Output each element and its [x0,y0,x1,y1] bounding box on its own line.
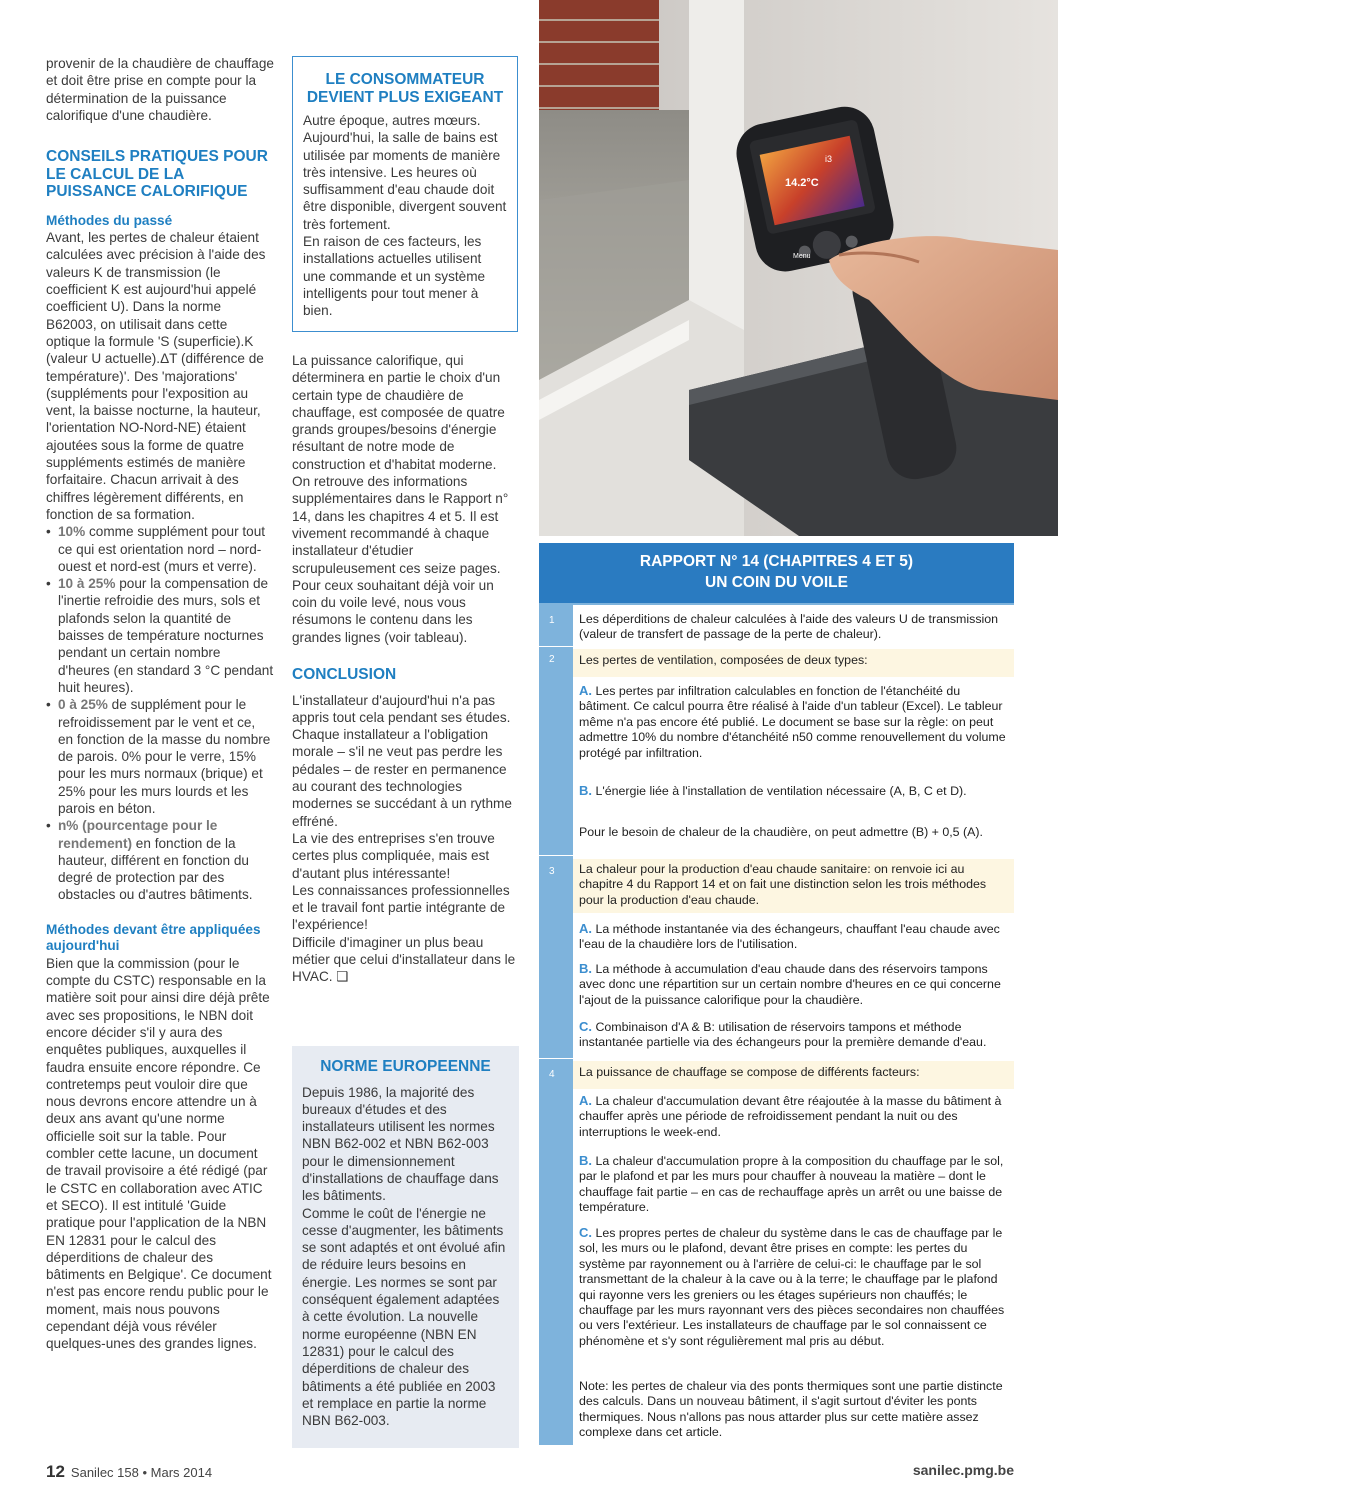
box-paragraph: Autre époque, autres mœurs. Aujourd'hui, la salle de bains est utilisée par moments de manière très intensive. Les heures où suffisamment d'eau chaude doit être disponible, divergent souvent très fortement. [303,113,507,232]
row-number: 4 [549,1069,555,1080]
heading-methodes-passe: Méthodes du passé [46,212,173,228]
bullet-item: • 0 à 25% de supplément pour le refroidissement par le vent et ce, en fonction de la masse du nombre de parois. 0% pour le verre, 15% pour les murs normaux (brique) et 25% pour les murs lourds et les parois en béton. [46,696,274,817]
box-paragraph: Comme le coût de l'énergie ne cesse d'augmenter, les bâtiments se sont adaptés et ont évolué afin de réduire leurs besoins en énergie. Les normes se sont par conséquent également adaptées à cette évolution. La nouvelle norme européenne (NBN EN 12831) pour le calcul des déperditions de chaleur des bâtiments a été publiée en 2003 et remplace en partie la norme NBN B62-003. [302,1205,506,1429]
table-subrow: B. La méthode à accumulation d'eau chaude dans des réservoirs tampons avec donc une répartition sur un certain nombre d'heures en ce qui concerne l'ajout de la puissance calorifique pour la chaudière. [579,961,1001,1007]
table-subrow: C. Combinaison d'A & B: utilisation de réservoirs tampons et méthode instantanée partielle via des échangeurs pour la première demande d'eau. [579,1019,987,1050]
table-rapport-14 [539,543,1014,1445]
table-subrow: B. L'énergie liée à l'installation de ventilation nécessaire (A, B, C et D). [579,783,967,798]
camera-screen-temp: 14.2°C [785,177,819,189]
box-paragraph: Depuis 1986, la majorité des bureaux d'études et des installateurs utilisent les normes NBN B62-002 et NBN B62-003 pour le dimensionnement d'installations de chauffage dans les bâtiments. [302,1084,499,1204]
intro-text: provenir de la chaudière de chauffage et doit être prise en compte pour la détermination de la puissance calorifique d'une chaudière. [46,56,274,123]
page-number: 12 [46,1462,65,1481]
photo-thermal-camera [539,0,1346,536]
table-title-line2: UN COIN DU VOILE [705,574,848,591]
heading-methodes-aujourdhui: Méthodes devant être appliquées aujourd'hui [46,921,261,954]
row-number: 1 [549,615,555,626]
bullet-item: • n% (pourcentage pour le rendement) en fonction de la hauteur, différent en fonction du degré de protection par des obstacles ou d'autres bâtiments. [46,817,274,903]
thermal-camera-illustration [539,0,1058,536]
bullet-item: • 10% comme supplément pour tout ce qui est orientation nord – nord-ouest et nord-est (murs et verre). [46,523,274,575]
paragraph-aujourdhui: Bien que la commission (pour le compte du CSTC) responsable en la matière soit pour ainsi dire déjà prête avec ses propositions, le NBN doit encore décider s'il y aura des enquêtes publiques, auxquelles il faudra ensuite encore répondre. Ce contretemps peut vouloir dire que nous devrons encore attendre un à deux ans avant qu'une norme officielle soit sur la table. Pour combler cette lacune, un document de travail provisoire a été rédigé (par le CSTC en collaboration avec ATIC et SECO). Il est intitulé 'Guide pratique pour l'application de la NBN EN 12831 pour le calcul des déperditions de chaleur des bâtiments en Belgique'. Ce document n'est pas encore rendu public pour le moment, mais nous pouvons cependant déjà vous révéler quelques-unes des grandes lignes. [46,955,272,1352]
column-left [46,55,274,1353]
paragraph-puissance: La puissance calorifique, qui déterminera en partie le choix d'un certain type de chaudière de chauffage, est composée de quatre grands groupes/besoins d'énergie résultant de notre mode de construction et d'habitat moderne. [292,353,505,472]
bullet-list [46,523,274,904]
paragraph-rapport: On retrouve des informations supplémentaires dans le Rapport n° 14, dans les chapitres 4 et 5. Il est vivement recommandé à chaque installateur d'étudier scrupuleusement ces seize pages. Pour ceux souhaitant déjà voir un coin du voile levé, nous vous résumons le contenu dans les grandes lignes (voir tableau). [292,474,509,645]
photo-caption: Même si le bâtiment est toujours exposé aux éléments, il est aujourd'hui nettement plus étanche à l'air [1159,433,1346,495]
bullet-item: • 10 à 25% pour la compensation de l'inertie refroidie des murs, sols et plafonds selon la quantité de baisses de température nocturnes pendant un certain nombre d'heures (en standard 3 °C pendant huit heures). [46,575,274,696]
paragraph-passe: Avant, les pertes de chaleur étaient calculées avec précision à l'aide des valeurs K de transmission (le coefficient K est aujourd'hui appelé coefficient U). Dans la norme B62003, on utilisait dans cette optique la formule 'S (superficie).K (valeur U actuelle).ΔT (différence de température)'. Des 'majorations' (suppléments pour l'exposition au vent, la baisse nocturne, la hauteur, l'orientation NO-Nord-NE) étaient ajoutées sous la forme de quatre suppléments estimés de manière forfaitaire. Chacun arrivait à des chiffres légèrement différents, en fonction de sa formation. [46,230,266,522]
sidebar-box-consommateur [292,56,518,332]
table-note: Note: les pertes de chaleur via des ponts thermiques sont une partie distincte des calculs. Dans un nouveau bâtiment, il s'agit surtout d'éviter les ponts thermiques. Nous n'allons pas nous attarder plus sur cette matière assez complexe dans cet article. [579,1379,1003,1440]
table-header [539,543,1014,603]
table-subrow: C. Les propres pertes de chaleur du système dans le cas de chauffage par le sol, les murs ou le plafond, devant être prises en compte: les pertes du système par rayonnement ou à l'arrière de celui-ci: le chauffage par le sol transmettant de la chaleur à la cave ou à la terre; le chauffage par le plafond qui rayonne vers les greniers ou les étages supérieurs non chauffés; le chauffage par les murs rayonnant vers des pièces secondaires non chauffées ou vers l'extérieur. Les installateurs de chauffage par le sol connaissent ce phénomène et s'y sont régulièrement mal pris au début. [579,1225,1005,1348]
table-subrow: A. La méthode instantanée via des échangeurs, chauffant l'eau chaude avec l'eau de la chaudière lors de l'utilisation. [579,921,1000,952]
table-row: La puissance de chauffage se compose de différents facteurs: [573,1061,1014,1089]
table-row: La chaleur pour la production d'eau chaude sanitaire: on renvoie ici au chapitre 4 du Rapport 14 et on fait une distinction selon les trois méthodes pour la production d'eau chaude. [573,859,1014,913]
box-title-consommateur: LE CONSOMMATEUR DEVIENT PLUS EXIGEANT [306,71,504,106]
conclusion-text: L'installateur d'aujourd'hui n'a pas appris tout cela pendant ses études. [292,692,511,725]
box-paragraph: En raison de ces facteurs, les installations actuelles utilisent une commande et un système intelligents pour tout mener à bien. [303,234,486,319]
heading-conseils: CONSEILS PRATIQUES POUR LE CALCUL DE LA PUISSANCE CALORIFIQUE [46,148,268,201]
conclusion-text: Les connaissances professionnelles et le travail font partie intégrante de l'expérience! [292,882,510,933]
camera-screen-label: i3 [825,154,833,164]
footer-website[interactable]: sanilec.pmg.be [912,1462,1014,1478]
table-row: Les pertes de ventilation, composées de deux types: [573,649,1014,677]
camera-screen-menu: Menu [793,253,811,260]
table-subrow: A. Les pertes par infiltration calculables en fonction de l'étanchéité du bâtiment. Ce calcul pourra être réalisé à l'aide d'un tableur (Excel). Le tableur même n'a pas encore été publié. Le document se base sur la règle: on peut admettre 10% du nombre d'étanchéité n50 comme renouvellement du volume protégé par infiltration. [579,683,1006,760]
heading-conclusion: CONCLUSION [292,666,397,684]
row-number: 2 [549,654,555,665]
row-number: 3 [549,866,555,877]
table-title-line1: RAPPORT N° 14 (CHAPITRES 4 ET 5) [639,553,914,570]
table-subrow: A. La chaleur d'accumulation devant être réajoutée à la masse du bâtiment à chauffer après une période de refroidissement pendant la nuit ou des interruptions le week-end. [579,1093,1002,1139]
footer-issue [46,1462,212,1482]
table-body [573,605,1014,1445]
conclusion-text: La vie des entreprises s'en trouve certes plus compliquée, mais est d'autant plus intéressante! [292,830,495,881]
sidebar-box-norme [292,1046,519,1448]
conclusion-text: Chaque installateur a l'obligation morale – s'il ne veut pas perdre les pédales – de rester en permanence au courant des technologies modernes se succédant à un rythme effréné. [292,727,512,829]
conclusion-text: Difficile d'imaginer un plus beau métier que celui d'installateur dans le HVAC. ❑ [292,934,516,985]
table-subrow: B. La chaleur d'accumulation propre à la composition du chauffage par le sol, par le plafond et par les murs pour chauffer à nouveau la matière – dont le chauffage fait partie – en cas de rechauffage après un arrêt ou une baisse de température. [579,1153,1004,1215]
table-row: Les déperditions de chaleur calculées à l'aide des valeurs U de transmission (valeur de transfert de passage de la perte de chaleur). [579,612,999,642]
issue-info: Sanilec 158 • Mars 2014 [70,1465,213,1480]
table-subrow: Pour le besoin de chaleur de la chaudière, on peut admettre (B) + 0,5 (A). [579,825,983,839]
box-title-norme: NORME EUROPEENNE [320,1058,491,1075]
column-middle [292,352,518,986]
